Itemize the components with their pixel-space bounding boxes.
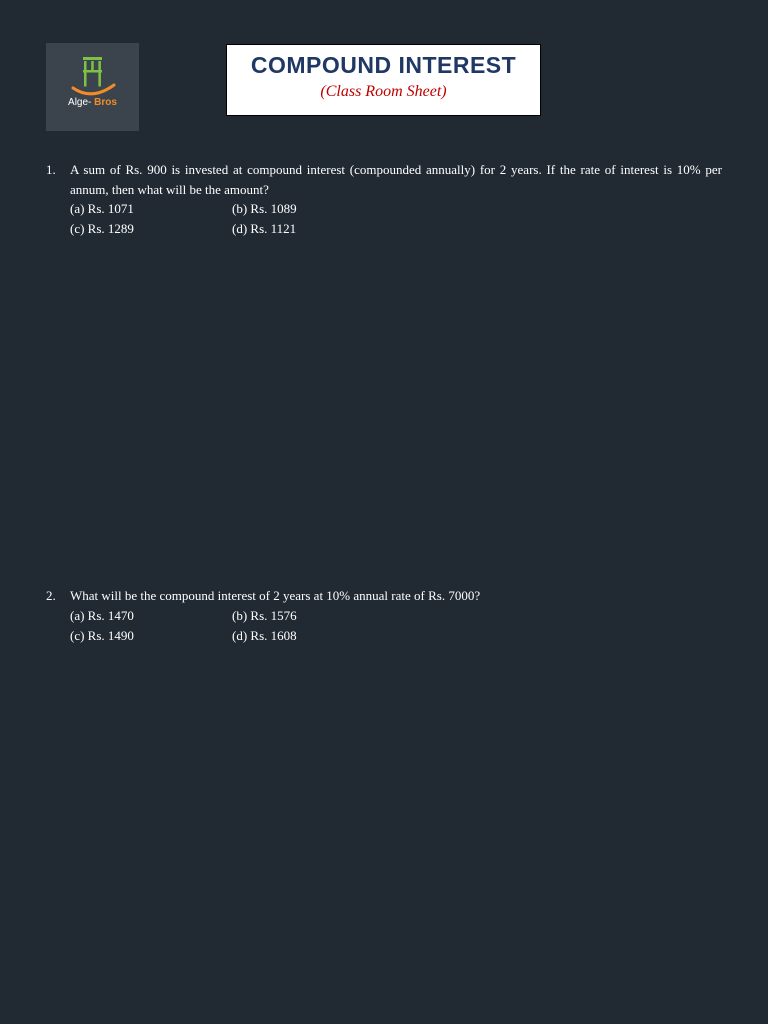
question-text: A sum of Rs. 900 is invested at compound interest (compounded annually) for 2 years. If the rate of interest is 10% per annum, then what will be the amount? (70, 162, 722, 197)
question-options (70, 199, 722, 239)
option-b: (b) Rs. 1576 (232, 607, 297, 623)
logo-text: Alge- Bros (68, 97, 117, 108)
option-c: (c) Rs. 1289 (70, 221, 134, 236)
title-box (226, 44, 541, 116)
page-subtitle: (Class Room Sheet) (320, 83, 447, 100)
logo (46, 43, 139, 131)
page-title: COMPOUND INTEREST (250, 52, 517, 78)
question-number: 2. (46, 588, 56, 603)
question-number: 1. (46, 162, 56, 177)
option-a: (a) Rs. 1470 (70, 607, 134, 623)
question-text: What will be the compound interest of 2 years at 10% annual rate of Rs. 7000? (70, 588, 481, 603)
logo-text-alge: Alge (68, 97, 89, 108)
question-options (70, 606, 722, 646)
question-2 (46, 586, 722, 646)
question-1 (46, 160, 722, 239)
option-d: (d) Rs. 1121 (232, 221, 297, 236)
option-d: (d) Rs. 1608 (232, 627, 297, 643)
logo-text-bros: Bros (94, 97, 117, 108)
option-c: (c) Rs. 1490 (70, 627, 134, 643)
option-b: (b) Rs. 1089 (232, 201, 297, 216)
option-a: (a) Rs. 1071 (70, 201, 134, 216)
pillar-smile-icon (46, 43, 139, 103)
